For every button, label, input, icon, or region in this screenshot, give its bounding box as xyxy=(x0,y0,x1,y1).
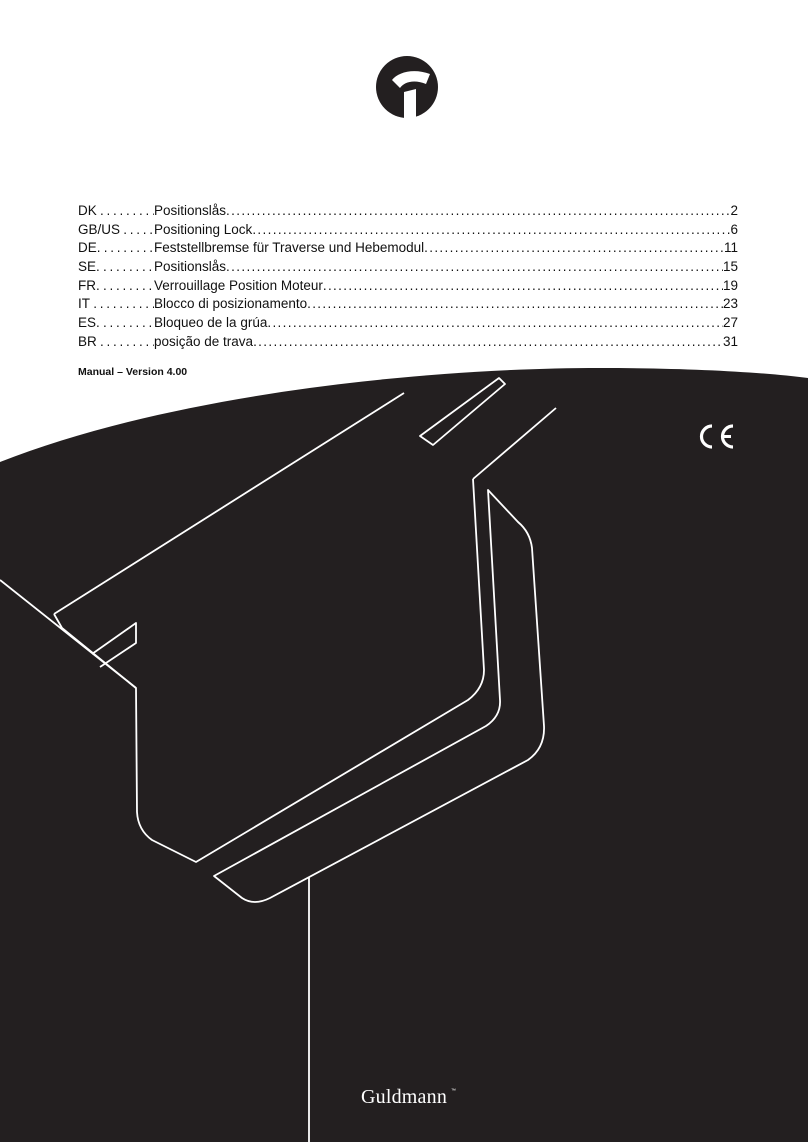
toc-page-number: 27 xyxy=(722,315,738,331)
toc-language-code: DE. . . . xyxy=(78,239,154,258)
toc-page-number: 6 xyxy=(730,221,738,237)
toc-row[interactable] xyxy=(78,258,738,277)
toc-title: Feststellbremse für Traverse und Hebemodul xyxy=(154,240,425,256)
toc-row[interactable] xyxy=(78,277,738,296)
manual-version: Manual – Version 4.00 xyxy=(78,366,188,378)
toc-leader xyxy=(252,221,730,240)
toc-row[interactable] xyxy=(78,221,738,240)
brand-trademark: ™ xyxy=(451,1088,456,1094)
toc-language-code: GB/US . . . xyxy=(78,221,154,240)
toc-row[interactable] xyxy=(78,239,738,258)
toc-page-number: 11 xyxy=(723,240,738,256)
toc-row[interactable] xyxy=(78,314,738,333)
toc-page-number: 15 xyxy=(722,259,738,275)
toc-title: Verrouillage Position Moteur xyxy=(154,277,323,293)
toc-leader xyxy=(226,202,730,221)
toc-leader xyxy=(307,295,723,314)
toc-row[interactable] xyxy=(78,333,738,352)
toc-leader xyxy=(226,258,723,277)
toc-language-code: ES. . . . xyxy=(78,314,154,333)
toc-page-number: 2 xyxy=(730,203,738,218)
toc-leader xyxy=(253,333,723,352)
toc-page-number: 31 xyxy=(722,333,738,349)
toc-language-code: DK . . . xyxy=(78,202,154,221)
toc-title: Blocco di posizionamento xyxy=(154,296,308,312)
table-of-contents xyxy=(78,202,738,352)
dark-background xyxy=(0,368,808,1142)
toc-leader xyxy=(424,239,724,258)
toc-leader xyxy=(267,314,723,333)
brand-wordmark: Guldmann xyxy=(361,1086,448,1108)
toc-page-number: 19 xyxy=(722,277,738,293)
toc-leader xyxy=(323,277,723,296)
toc-language-code: BR . . . xyxy=(78,333,154,352)
toc-language-code: SE. . . . xyxy=(78,258,154,277)
toc-title: Positionslås xyxy=(154,203,227,218)
toc-title: posição de trava xyxy=(154,333,254,349)
toc-page-number: 23 xyxy=(722,296,738,312)
toc-language-code: FR. . . . xyxy=(78,277,154,296)
toc-title: Positioning Lock xyxy=(154,221,253,237)
toc-language-code: IT . . . xyxy=(78,295,154,314)
toc-row[interactable] xyxy=(78,295,738,314)
toc-title: Bloqueo de la grúa xyxy=(154,315,268,331)
toc-row[interactable] xyxy=(78,202,738,221)
guldmann-logo-icon xyxy=(376,56,438,118)
toc-title: Positionslås xyxy=(154,259,227,275)
